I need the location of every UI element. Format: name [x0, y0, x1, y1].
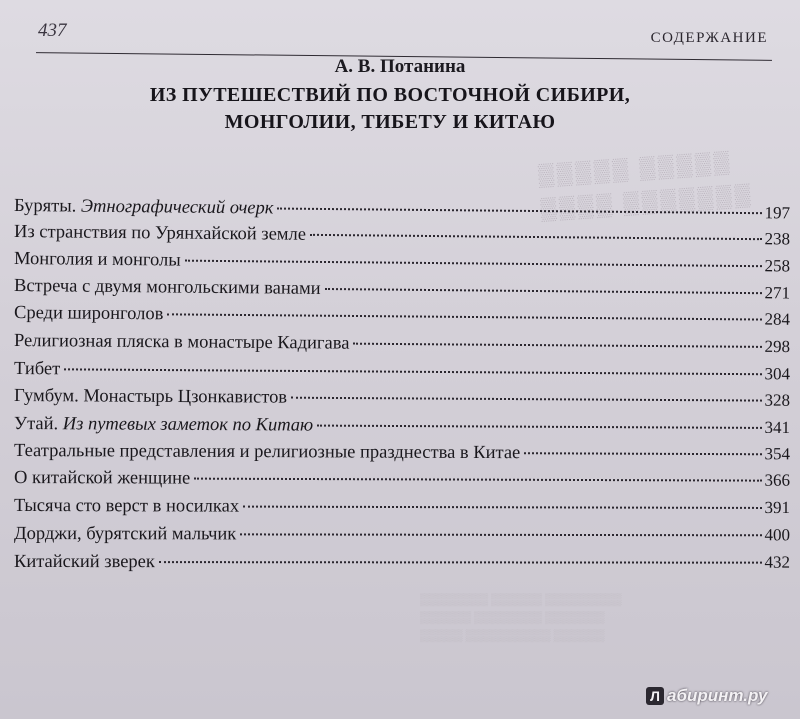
toc-entry-page: 284 [764, 309, 791, 329]
toc-entry-title: Встреча с двумя монгольскими ванами [13, 276, 321, 299]
toc-leader-dots [277, 208, 761, 215]
toc-leader-dots [524, 452, 761, 455]
running-title: СОДЕРЖАНИЕ [650, 30, 768, 46]
toc-leader-dots [310, 234, 762, 240]
toc-leader-dots [240, 533, 761, 536]
toc-leader-dots [243, 506, 761, 509]
toc-entry-title: Из странствия по Урянхайской земле [13, 222, 307, 245]
toc-leader-dots [64, 368, 761, 375]
toc-entry-title: Тибет [13, 359, 61, 380]
toc-leader-dots [194, 478, 761, 482]
book-title-line-2: МОНГОЛИИ, ТИБЕТУ И КИТАЮ [224, 111, 556, 133]
toc-entry-page: 432 [764, 552, 791, 572]
toc-entry-title: Буряты. Этнографический очерк [13, 196, 274, 219]
toc-entry-title: Религиозная пляска в монастыре Кадигава [13, 331, 350, 354]
toc-entry-title: Китайский зверек [13, 552, 155, 573]
labirint-logo-icon: Л [646, 687, 664, 705]
toc-entry [14, 524, 800, 551]
toc-entry-title: Утай. Из путевых заметок по Китаю [13, 414, 314, 436]
toc-entry-title: Тысяча сто верст в носилках [13, 496, 240, 517]
toc-entry-page: 366 [764, 470, 791, 490]
toc-entry-page: 400 [764, 525, 791, 545]
toc-leader-dots [353, 343, 761, 348]
toc-leader-dots [325, 288, 762, 294]
toc-entry-page: 298 [764, 336, 791, 357]
toc-entry-page: 197 [764, 203, 791, 223]
toc-entry [14, 468, 800, 497]
toc-entry-title: Дорджи, бурятский мальчик [13, 524, 237, 545]
toc-entry [14, 414, 800, 444]
toc-entry-page: 271 [764, 283, 791, 303]
toc-entry-page: 304 [764, 364, 791, 384]
show-through-lines: ▒▒▒▒▒▒▒▒ ▒▒▒▒▒▒ ▒▒▒▒▒▒▒▒▒ ▒▒▒▒▒▒ ▒▒▒▒▒▒▒▒ ▒▒▒▒▒▒▒ ▒▒▒▒▒ ▒▒▒▒▒▒▒▒▒▒ ▒▒▒▒▒▒ [420, 592, 622, 642]
toc-leader-dots [167, 313, 761, 320]
toc-entry [14, 441, 800, 470]
labirint-watermark [646, 686, 767, 706]
toc-leader-dots [291, 397, 761, 402]
toc-entry-page: 328 [764, 390, 791, 410]
toc-entry [14, 331, 800, 363]
toc-entry-page: 341 [764, 417, 791, 438]
show-through-text: ▒▒▒▒▒ ▒▒▒▒▒ ▒▒▒▒ ▒▒▒▒▒▒▒ [537, 148, 754, 222]
toc-entry-page: 391 [764, 497, 791, 518]
toc-leader-dots [185, 260, 762, 268]
toc-leader-dots [159, 561, 762, 564]
toc-leader-dots [317, 425, 761, 429]
toc-entry-title: Гумбум. Монастырь Цзонкавистов [13, 386, 288, 408]
toc-entry-title: Монголия и монголы [13, 249, 181, 271]
book-title-line-1: ИЗ ПУТЕШЕСТВИЙ ПО ВОСТОЧНОЙ СИБИРИ, [149, 84, 631, 106]
toc-entry [14, 552, 800, 579]
toc-entry-page: 258 [764, 256, 791, 276]
toc-entry-title: Театральные представления и религиозные празднества в Китае [13, 441, 521, 464]
toc-entry-page: 238 [764, 229, 791, 249]
toc-entry [14, 386, 800, 417]
toc-entry-title: О китайской женщине [13, 468, 191, 489]
toc-entry-title: Среди широнголов [13, 303, 164, 325]
toc-entry-page: 354 [764, 444, 791, 464]
toc-entry [14, 496, 800, 524]
labirint-logo-text: абиринт.ру [667, 686, 768, 705]
toc-entry [14, 303, 800, 336]
page-number: 437 [38, 20, 67, 41]
author-name: А. В. Потанина [334, 56, 466, 77]
